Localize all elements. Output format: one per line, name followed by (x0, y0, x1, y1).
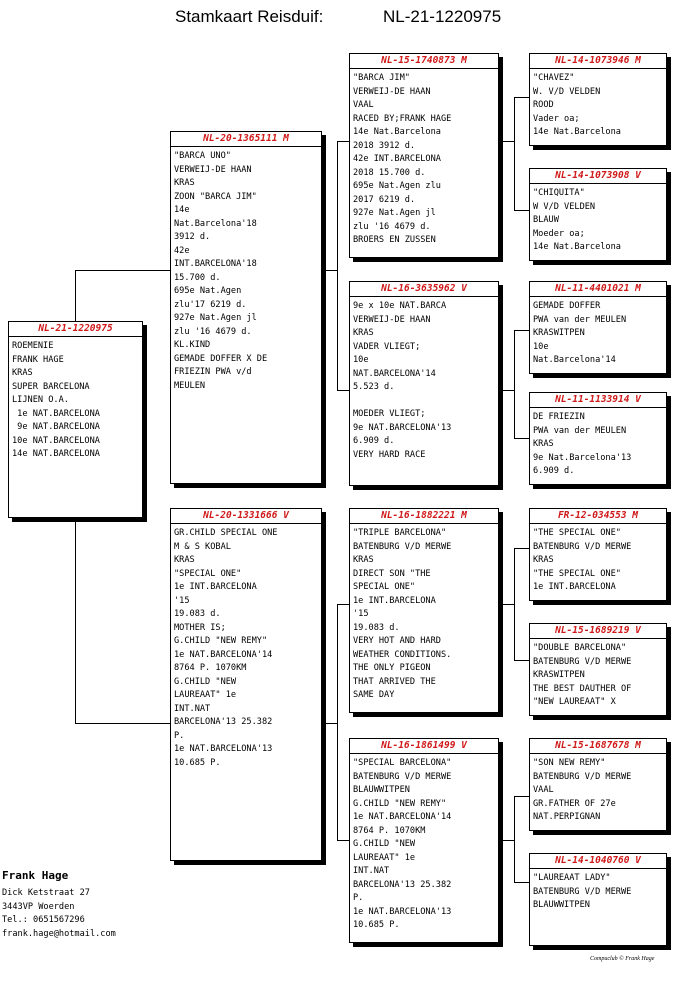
detail-line: 1e NAT.BARCELONA'13 (353, 906, 452, 917)
detail-line: SPECIAL ONE" (353, 582, 416, 592)
detail-line: INT.NAT (174, 703, 211, 714)
detail-line: MOEDER VLIEGT; (353, 409, 426, 419)
detail-line: 1e NAT.BARCELONA'14 (174, 649, 273, 660)
pigeon-details (533, 411, 664, 479)
connector-line (499, 604, 514, 605)
detail-line: MEULEN (174, 380, 206, 391)
pigeon-card-sire[interactable] (170, 131, 322, 484)
connector-line (514, 548, 529, 549)
detail-line: BLAUWWITPEN (353, 785, 410, 795)
detail-line: 1e INT.BARCELONA (174, 582, 257, 592)
detail-line: frank.hage@hotmail.com (2, 928, 116, 939)
detail-line: 927e Nat.Agen jl (174, 313, 257, 323)
detail-line: "LAUREAAT LADY" (533, 873, 611, 883)
detail-line: 19.083 d. (353, 622, 400, 633)
connector-line (514, 97, 529, 98)
detail-line: BATENBURG V/D MERWE (353, 771, 452, 782)
detail-line: GR.FATHER OF 27e (533, 798, 616, 809)
ring-number: NL-20-1365111 M (171, 132, 321, 147)
pigeon-card-sss[interactable] (529, 53, 667, 146)
connector-line (514, 660, 529, 661)
detail-line: INT.BARCELONA'18 (174, 259, 257, 269)
ring-number: NL-21-1220975 (9, 322, 142, 337)
connector-line (514, 210, 529, 211)
detail-line: 8764 P. 1070KM (174, 663, 247, 673)
detail-line: 9e x 10e NAT.BARCA (353, 301, 447, 311)
detail-line: BLAUWWITPEN (533, 900, 590, 910)
connector-line (514, 330, 529, 331)
connector-line (514, 97, 515, 211)
ring-number: NL-16-1882221 M (350, 509, 498, 524)
pigeon-card-ddd[interactable] (529, 853, 667, 946)
detail-line: 9e NAT.BARCELONA'13 (353, 422, 452, 433)
detail-line: BARCELONA'13 25.382 (353, 879, 452, 890)
detail-line: VADER VLIEGT; (353, 341, 421, 352)
detail-line: 1e NAT.BARCELONA'13 (174, 744, 273, 754)
detail-line: 1e NAT.BARCELONA'14 (353, 812, 452, 822)
detail-line: FRIEZIN PWA v/d (174, 367, 252, 377)
pigeon-card-dam-dam[interactable] (349, 738, 499, 943)
detail-line: ROOD (533, 100, 554, 110)
detail-line: 6.909 d. (353, 436, 395, 446)
detail-line: ROEMENIE (12, 341, 54, 351)
detail-line: Tel.: 0651567296 (2, 915, 85, 925)
detail-line: FRANK HAGE (12, 354, 64, 365)
detail-line: VERWEIJ-DE HAAN (174, 164, 252, 175)
pigeon-details (533, 187, 664, 255)
ring-number: NL-16-3635962 V (350, 282, 498, 297)
ring-number: NL-14-1040760 V (530, 854, 666, 869)
detail-line: zlu '16 4679 d. (353, 221, 431, 232)
detail-line: DE FRIEZIN (533, 412, 585, 422)
detail-line: PWA van der MEULEN (533, 425, 627, 436)
detail-line: KRAS (353, 328, 374, 338)
connector-line (337, 141, 349, 142)
connector-line (499, 840, 514, 841)
detail-line: 14e (174, 205, 190, 215)
connector-line (499, 390, 514, 391)
detail-line: 10e NAT.BARCELONA (12, 435, 100, 446)
detail-line: 2018 3912 d. (353, 140, 416, 151)
detail-line: 10e (533, 341, 549, 352)
pigeon-details (174, 527, 319, 770)
ring-number: NL-14-1073908 V (530, 169, 666, 184)
pigeon-card-sire-sire[interactable] (349, 53, 499, 258)
detail-line: ZOON "BARCA JIM" (174, 191, 257, 202)
pigeon-details (533, 872, 664, 913)
owner-name: Frank Hage (2, 869, 69, 882)
detail-line: 15.700 d. (174, 272, 221, 283)
title-label: Stamkaart Reisduif: (175, 7, 324, 26)
detail-line: 1e INT.BARCELONA (533, 582, 616, 592)
detail-line: "THE SPECIAL ONE" (533, 568, 621, 579)
detail-line: G.CHILD "NEW (353, 839, 416, 849)
connector-line (514, 330, 515, 439)
detail-line: BATENBURG V/D MERWE (533, 656, 632, 667)
detail-line: 1e INT.BARCELONA (353, 595, 436, 606)
detail-line: "SON NEW REMY" (533, 758, 606, 768)
footer-credit: Compuclub © Frank Hage (590, 956, 655, 962)
pigeon-details (174, 150, 319, 393)
detail-line: 6.909 d. (533, 466, 575, 476)
detail-line: THAT ARRIVED THE (353, 676, 436, 687)
detail-line: 42e INT.BARCELONA (353, 154, 441, 164)
detail-line: 8764 P. 1070KM (353, 825, 426, 836)
detail-line: M & S KOBAL (174, 541, 231, 552)
detail-line: zlu'17 6219 d. (174, 299, 247, 310)
detail-line: 695e Nat.Agen (174, 286, 242, 296)
pigeon-details (353, 757, 496, 933)
connector-line (514, 438, 529, 439)
detail-line: "CHAVEZ" (533, 73, 575, 83)
detail-line: 695e Nat.Agen zlu (353, 181, 441, 191)
detail-line: BLAUW (533, 215, 559, 225)
detail-line: KL.KIND (174, 340, 211, 350)
connector-line (337, 840, 349, 841)
pigeon-card-dam-sire[interactable] (349, 508, 499, 713)
pigeon-details (533, 642, 664, 710)
detail-line: 19.083 d. (174, 609, 221, 619)
pigeon-details (353, 300, 496, 462)
detail-line: 2017 6219 d. (353, 194, 416, 205)
pigeon-details (533, 72, 664, 140)
pigeon-card-sire-dam[interactable] (349, 281, 499, 486)
detail-line: SUPER BARCELONA (12, 381, 90, 392)
detail-line: 10.685 P. (174, 757, 221, 768)
detail-line: 14e Nat.Barcelona (353, 127, 441, 137)
detail-line: KRAS (353, 555, 374, 565)
detail-line: W. V/D VELDEN (533, 86, 601, 97)
connector-line (337, 604, 349, 605)
title-ring-number: NL-21-1220975 (383, 7, 502, 26)
connector-line (75, 518, 76, 724)
ring-number: NL-15-1740873 M (350, 54, 498, 69)
detail-line: G.CHILD "NEW (174, 676, 237, 687)
connector-line (337, 390, 349, 391)
detail-line: G.CHILD "NEW REMY" (353, 798, 447, 809)
detail-line: "TRIPLE BARCELONA" (353, 528, 447, 538)
detail-line: zlu '16 4679 d. (174, 326, 252, 337)
detail-line: NAT.PERPIGNAN (533, 812, 601, 822)
owner-details (2, 887, 202, 941)
detail-line: BATENBURG V/D MERWE (533, 771, 632, 782)
detail-line: VERWEIJ-DE HAAN (353, 314, 431, 325)
pigeon-details (353, 527, 496, 703)
detail-line: 1e NAT.BARCELONA (12, 408, 100, 419)
detail-line: THE ONLY PIGEON (353, 663, 431, 673)
detail-line: VERWEIJ-DE HAAN (353, 86, 431, 97)
detail-line: Dick Ketstraat 27 (2, 888, 90, 898)
detail-line: BROERS EN ZUSSEN (353, 235, 436, 245)
detail-line: VAAL (533, 785, 554, 795)
ring-number: NL-16-1861499 V (350, 739, 498, 754)
pigeon-details (353, 72, 496, 248)
detail-line: "NEW LAUREAAT" X (533, 697, 616, 707)
pigeon-details (533, 300, 664, 368)
detail-line: LIJNEN O.A. (12, 395, 69, 405)
detail-line: P. (174, 730, 185, 741)
detail-line: PWA van der MEULEN (533, 314, 627, 325)
detail-line: G.CHILD "NEW REMY" (174, 636, 268, 646)
detail-line: GR.CHILD SPECIAL ONE (174, 528, 278, 538)
detail-line: BATENBURG V/D MERWE (533, 541, 632, 552)
detail-line: 9e Nat.Barcelona'13 (533, 452, 632, 463)
detail-line: VERY HOT AND HARD (353, 636, 441, 646)
detail-line: DIRECT SON "THE (353, 568, 431, 579)
detail-line: BATENBURG V/D MERWE (533, 886, 632, 897)
detail-line: "DOUBLE BARCELONA" (533, 643, 627, 653)
pigeon-details (533, 757, 664, 825)
detail-line: Moeder oa; (533, 228, 585, 239)
connector-line (514, 796, 529, 797)
detail-line: LAUREAAT" 1e (174, 690, 237, 700)
detail-line: SAME DAY (353, 690, 395, 700)
detail-line: "BARCA UNO" (174, 151, 231, 161)
detail-line: 10e (353, 355, 369, 365)
detail-line: 14e Nat.Barcelona (533, 127, 621, 137)
detail-line: "SPECIAL BARCELONA" (353, 758, 452, 768)
ring-number: NL-20-1331666 V (171, 509, 321, 524)
detail-line: 3443VP Woerden (2, 901, 75, 912)
connector-line (337, 141, 338, 391)
pigeon-details (12, 340, 140, 462)
connector-line (499, 141, 514, 142)
connector-line (75, 723, 170, 724)
connector-line (322, 723, 337, 724)
detail-line: KRAS (174, 555, 195, 565)
detail-line: Nat.Barcelona'18 (174, 218, 257, 229)
detail-line: Vader oa; (533, 113, 580, 124)
detail-line: KRASWITPEN (533, 670, 585, 680)
pigeon-card-dam[interactable] (170, 508, 322, 861)
detail-line: KRAS (533, 439, 554, 449)
detail-line: VAAL (353, 100, 374, 110)
detail-line: BATENBURG V/D MERWE (353, 541, 452, 552)
detail-line: VERY HARD RACE (353, 449, 426, 460)
ring-number: NL-11-1133914 V (530, 393, 666, 408)
detail-line: INT.NAT (353, 866, 390, 876)
pigeon-card-dss[interactable] (529, 508, 667, 601)
detail-line: 14e Nat.Barcelona (533, 242, 621, 252)
detail-line: GEMADE DOFFER (533, 301, 601, 311)
detail-line: "BARCA JIM" (353, 73, 410, 83)
detail-line: "THE SPECIAL ONE" (533, 528, 621, 538)
connector-line (322, 270, 337, 271)
detail-line: BARCELONA'13 25.382 (174, 717, 273, 727)
pigeon-details (533, 527, 664, 595)
connector-line (514, 548, 515, 661)
pigeon-card-sdd[interactable] (529, 392, 667, 485)
detail-line: W V/D VELDEN (533, 201, 596, 212)
detail-line: 5.523 d. (353, 382, 395, 392)
owner-block (2, 868, 202, 941)
pigeon-card-subject[interactable] (8, 321, 143, 518)
detail-line: 9e NAT.BARCELONA (12, 422, 100, 432)
detail-line: "CHIQUITA" (533, 188, 585, 198)
page-title (0, 6, 685, 32)
detail-line: 10.685 P. (353, 920, 400, 930)
detail-line: KRAS (12, 368, 33, 378)
detail-line (353, 395, 496, 409)
detail-line: 927e Nat.Agen jl (353, 208, 436, 218)
connector-line (514, 882, 529, 883)
detail-line: 42e (174, 245, 190, 256)
ring-number: NL-14-1073946 M (530, 54, 666, 69)
connector-line (337, 604, 338, 841)
ring-number: NL-11-4401021 M (530, 282, 666, 297)
detail-line: RACED BY;FRANK HAGE (353, 113, 452, 124)
detail-line: Nat.Barcelona'14 (533, 355, 616, 365)
connector-line (75, 270, 170, 271)
detail-line: GEMADE DOFFER X DE (174, 353, 268, 364)
detail-line: KRAS (533, 555, 554, 565)
detail-line: NAT.BARCELONA'14 (353, 368, 436, 379)
detail-line: KRASWITPEN (533, 328, 585, 338)
pigeon-card-dds[interactable] (529, 738, 667, 831)
detail-line: LAUREAAT" 1e (353, 852, 416, 863)
pigeon-card-dsd[interactable] (529, 623, 667, 716)
detail-line: "SPECIAL ONE" (174, 568, 242, 579)
pigeon-card-ssd[interactable] (529, 168, 667, 261)
detail-line: WEATHER CONDITIONS. (353, 649, 452, 660)
detail-line: '15 (174, 595, 190, 606)
detail-line: MOTHER IS; (174, 622, 226, 633)
connector-line (75, 270, 76, 321)
connector-line (514, 796, 515, 883)
detail-line: '15 (353, 609, 369, 619)
pigeon-card-sds[interactable] (529, 281, 667, 374)
detail-line: THE BEST DAUTHER OF (533, 683, 632, 694)
detail-line: 3912 d. (174, 232, 211, 242)
detail-line: 2018 15.700 d. (353, 167, 426, 178)
ring-number: FR-12-034553 M (530, 509, 666, 524)
detail-line: KRAS (174, 178, 195, 188)
ring-number: NL-15-1687678 M (530, 739, 666, 754)
detail-line: P. (353, 893, 364, 903)
detail-line: 14e NAT.BARCELONA (12, 449, 100, 459)
ring-number: NL-15-1689219 V (530, 624, 666, 639)
